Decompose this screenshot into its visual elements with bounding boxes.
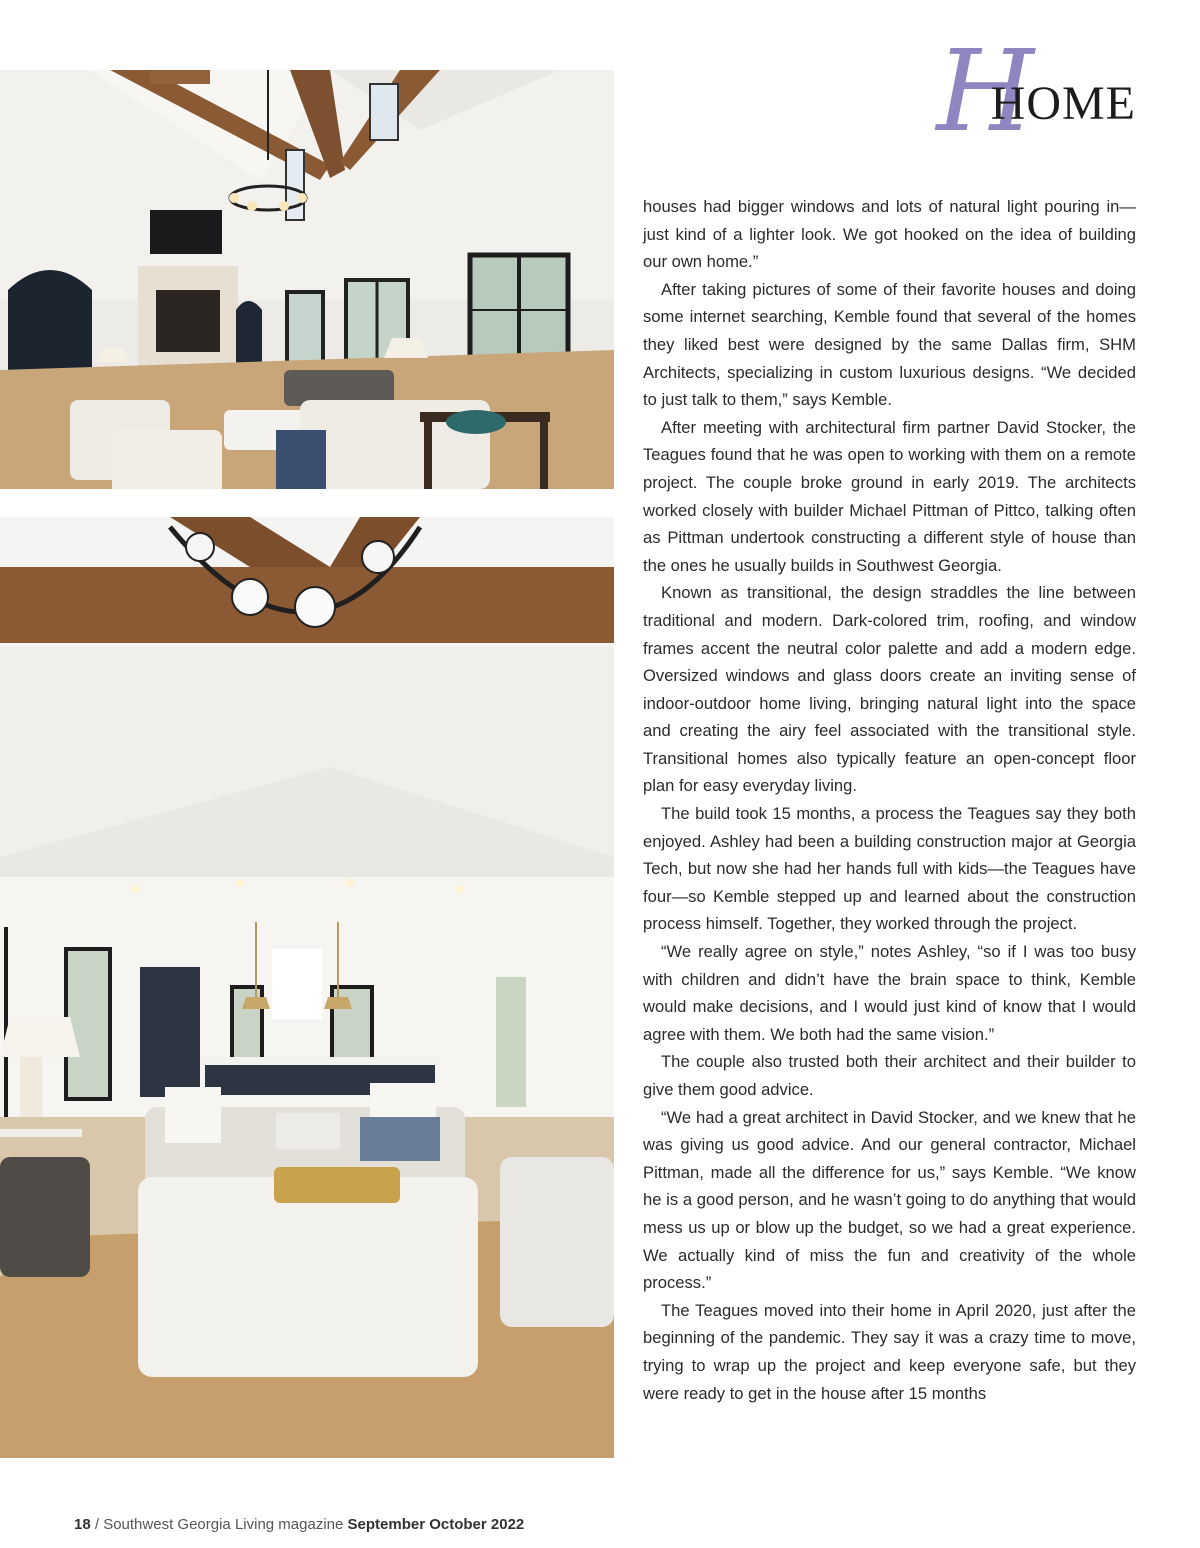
article-body: [643, 193, 1136, 1407]
article-paragraph: After meeting with architectural firm partner David Stocker, the Teagues found that he was open to working with them on a remote project. The couple broke ground in early 2019. The architects worked closely with builder Michael Pittman of Pittco, talking often as Pittman undertook constructing a different style of house than the ones he usually builds in Southwest Georgia.: [643, 417, 1136, 575]
article-paragraph: The Teagues moved into their home in April 2020, just after the beginning of the pandemic. They say it was a crazy time to move, trying to wrap up the project and keep everyone safe, but they were ready to get in the house after 15 months: [643, 1300, 1136, 1403]
article-paragraph: Known as transitional, the design straddles the line between traditional and modern. Dark-colored trim, roofing, and window frames accent the neutral color palette and add a modern edge. Oversized windows and glass doors create an inviting sense of indoor-outdoor home living, bringing natural light into the space and creating the airy feel associated with the transitional style. Transitional homes also typically feature an open-concept floor plan for easy everyday living.: [643, 583, 1136, 796]
great-room-kitchen-photo-icon: [0, 517, 614, 1458]
section-masthead: [916, 27, 1136, 157]
living-room-photo: [0, 70, 614, 489]
page-number: 18: [74, 1516, 91, 1533]
article-paragraph: The couple also trusted both their architect and their builder to give them good advice.: [643, 1052, 1136, 1099]
article-paragraph: “We had a great architect in David Stocker, and we knew that he was giving us good advice. And our general contractor, Michael Pittman, made all the difference for us,” says Kemble. “We know he is a good person, and he wasn’t going to do anything that would mess us up or blow up the budget, so we had a great experience. We actually kind of miss the fun and creativity of the whole process.”: [643, 1107, 1136, 1293]
section-title: HOME: [990, 77, 1136, 130]
great-room-photo: [0, 517, 614, 1458]
publication-name: Southwest Georgia Living magazine: [103, 1516, 344, 1533]
article-paragraph: houses had bigger windows and lots of natural light pouring in—just kind of a lighter look. We got hooked on the idea of building our own home.”: [643, 197, 1136, 272]
page-footer: [74, 1516, 524, 1533]
living-room-fireplace-photo-icon: [0, 70, 614, 489]
article-paragraph: The build took 15 months, a process the Teagues say they both enjoyed. Ashley had been a building construction major at Georgia Tech, but now she had her hands full with kids—the Teagues have four—so Kemble stepped up and learned about the construction process himself. Together, they worked through the project.: [643, 804, 1136, 934]
footer-separator: /: [94, 1516, 100, 1533]
section-initial: H: [936, 27, 1034, 157]
article-paragraph: “We really agree on style,” notes Ashley, “so if I was too busy with children and didn’t have the brain space to think, Kemble would make decisions, and I would just kind of know that I would agree with them. We both had the same vision.”: [643, 942, 1136, 1044]
article-paragraph: After taking pictures of some of their favorite houses and doing some internet searching, Kemble found that several of the homes they liked best were designed by the same Dallas firm, SHM Architects, specializing in custom luxurious designs. “We decided to just talk to them,” says Kemble.: [643, 279, 1136, 410]
issue-date: September October 2022: [347, 1516, 525, 1533]
